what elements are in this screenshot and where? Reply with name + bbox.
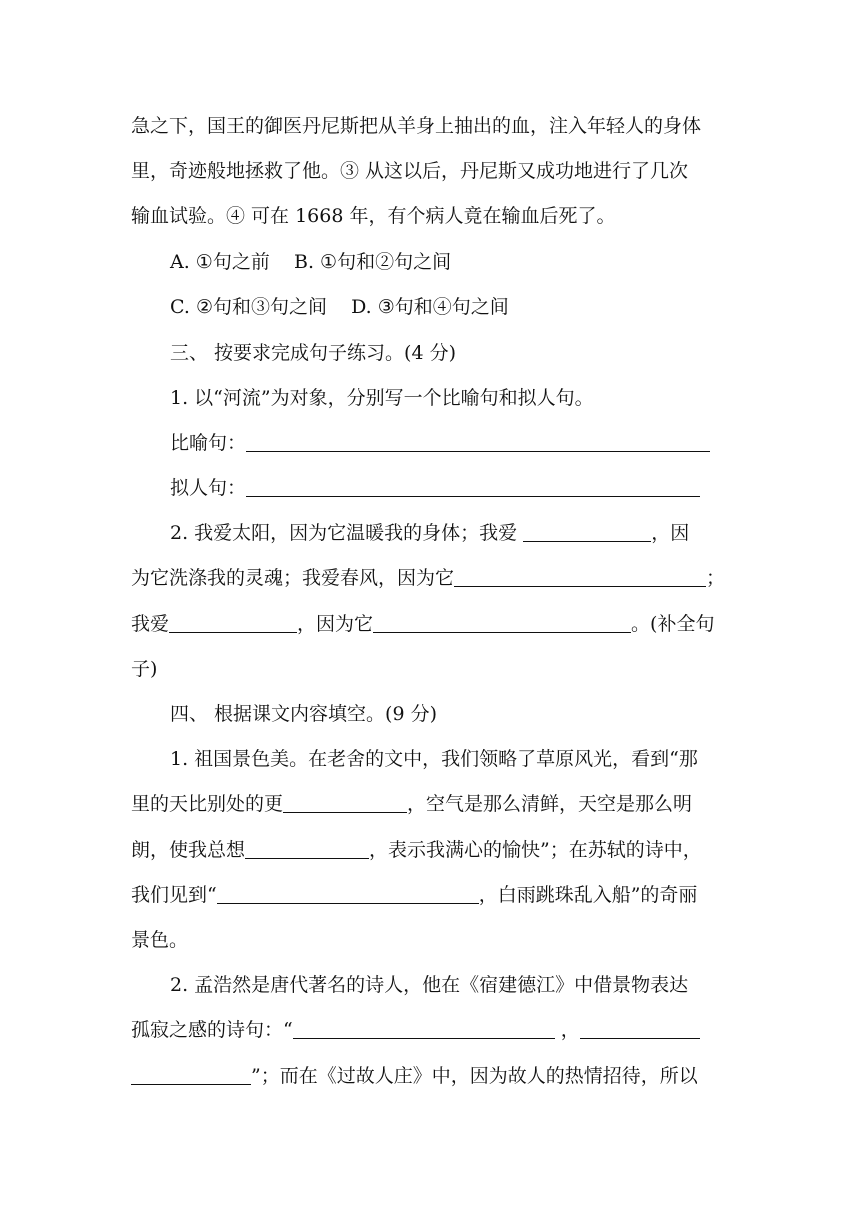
metaphor-label: 比喻句： [170,432,247,454]
metaphor-line [170,431,710,455]
q2-blank-poem-c[interactable] [131,1064,251,1085]
section-3-q2-line-4: 子) [131,658,158,680]
section-3-question-1: 1. 以“河流”为对象，分别写一个比喻句和拟人句。 [170,387,594,409]
section-4-q1-line-4: 我们见到“ ，白雨跳珠乱入船”的奇丽 [131,884,698,906]
options-row-1: A. ①句之前 B. ①句和②句之间 [170,251,452,273]
q1-blank-sky[interactable] [283,792,407,813]
q2-blank-poem-b[interactable] [580,1018,700,1039]
section-4-q2-line-1: 2. 孟浩然是唐代著名的诗人，他在《宿建德江》中借景物表达 [170,974,689,996]
options-row-2: C. ②句和③句之间 D. ③句和④句之间 [170,296,509,318]
section-4-heading: 四、 根据课文内容填空。(9 分) [170,703,437,725]
personification-line [170,476,700,500]
section-4-q1-line-2: 里的天比别处的更 ，空气是那么清鲜，天空是那么明 [131,793,693,815]
personification-answer-blank[interactable] [246,476,700,497]
personification-label: 拟人句： [170,477,247,499]
section-4-q1-line-1: 1. 祖国景色美。在老舍的文中，我们领略了草原风光，看到“那 [170,748,698,770]
passage-line-3: 输血试验。④ 可在 1668 年，有个病人竟在输血后死了。 [131,205,616,227]
section-4-q1-line-3: 朗，使我总想 ，表示我满心的愉快”；在苏轼的诗中， [131,839,702,861]
section-4-q2-line-2: 孤寂之感的诗句：“ ， [131,1018,700,1042]
q2-blank-1[interactable] [523,521,651,542]
q1-blank-wish[interactable] [245,838,369,859]
metaphor-answer-blank[interactable] [246,431,710,452]
q2-blank-3[interactable] [169,612,297,633]
q1-blank-poem[interactable] [217,883,479,904]
section-3-q2-line-1: 2. 我爱太阳，因为它温暖我的身体；我爱 ，因 [170,522,690,544]
section-4-q1-line-5: 景色。 [131,929,189,951]
q2-blank-4[interactable] [373,612,631,633]
section-4-q2-line-3: ”；而在《过故人庄》中，因为故人的热情招待，所以 [131,1064,698,1088]
passage-line-1: 急之下，国王的御医丹尼斯把从羊身上抽出的血，注入年轻人的身体 [131,115,702,137]
q2-blank-poem-a[interactable] [293,1018,555,1039]
section-3-q2-line-2: 为它洗涤我的灵魂；我爱春风，因为它 ； [131,567,726,589]
q2-blank-2[interactable] [454,566,706,587]
passage-line-2: 里，奇迹般地拯救了他。③ 从这以后，丹尼斯又成功地进行了几次 [131,160,689,182]
section-3-q2-line-3: 我爱 ，因为它 。(补全句 [131,613,715,635]
section-3-heading: 三、 按要求完成句子练习。(4 分) [170,342,456,364]
